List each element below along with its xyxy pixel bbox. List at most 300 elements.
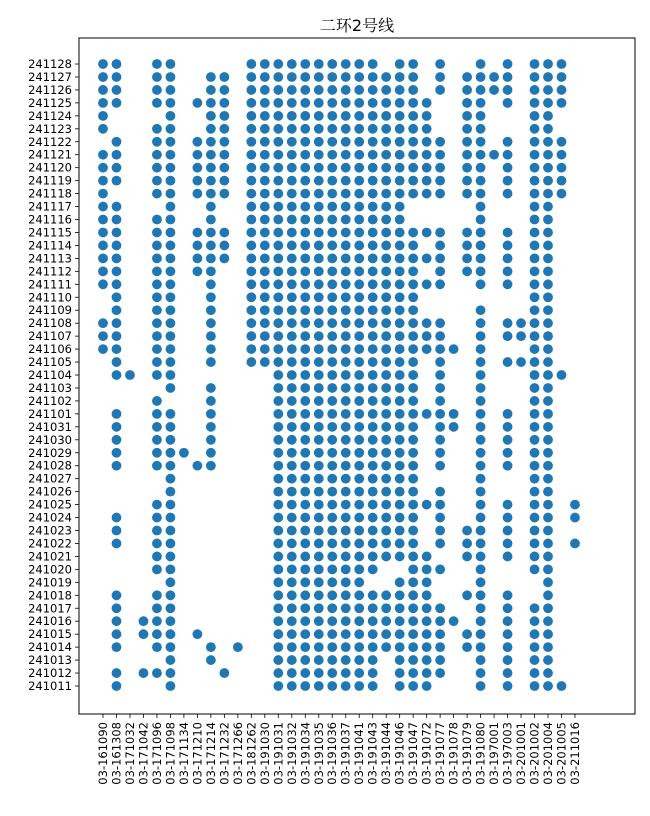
data-point — [152, 331, 162, 341]
data-point — [368, 85, 378, 95]
data-point — [287, 681, 297, 691]
data-point — [327, 202, 337, 212]
data-point — [530, 215, 540, 225]
data-point — [368, 487, 378, 497]
data-point — [300, 422, 310, 432]
data-point — [543, 266, 553, 276]
data-point — [381, 383, 391, 393]
data-point — [341, 422, 351, 432]
data-point — [300, 305, 310, 315]
data-point — [476, 344, 486, 354]
data-point — [395, 500, 405, 510]
data-point — [422, 500, 432, 510]
data-point — [557, 681, 567, 691]
data-point — [543, 526, 553, 536]
data-point — [327, 150, 337, 160]
data-point — [503, 681, 513, 691]
x-tick-label: 03-171134 — [176, 722, 191, 785]
data-point — [300, 500, 310, 510]
data-point — [112, 137, 122, 147]
y-tick-label: 241114 — [28, 238, 72, 253]
data-point — [314, 241, 324, 251]
data-point — [287, 241, 297, 251]
data-point — [287, 668, 297, 678]
data-point — [462, 98, 472, 108]
data-point — [314, 370, 324, 380]
data-point — [422, 642, 432, 652]
data-point — [354, 176, 364, 186]
y-tick-label: 241118 — [28, 186, 72, 201]
data-point — [462, 642, 472, 652]
data-point — [192, 137, 202, 147]
data-point — [273, 539, 283, 549]
data-point — [273, 266, 283, 276]
data-point — [300, 383, 310, 393]
data-point — [462, 111, 472, 121]
data-point — [260, 279, 270, 289]
data-point — [314, 318, 324, 328]
data-point — [219, 228, 229, 238]
data-point — [449, 344, 459, 354]
data-point — [287, 435, 297, 445]
data-point — [192, 253, 202, 263]
data-point — [395, 150, 405, 160]
data-point — [381, 215, 391, 225]
x-tick-label: 03-171214 — [203, 722, 218, 785]
data-point — [287, 215, 297, 225]
data-point — [219, 253, 229, 263]
data-point — [287, 383, 297, 393]
data-point — [341, 448, 351, 458]
data-point — [166, 72, 176, 82]
data-point — [354, 344, 364, 354]
data-point — [476, 202, 486, 212]
data-point — [530, 500, 540, 510]
data-point — [570, 539, 580, 549]
data-point — [516, 331, 526, 341]
x-tick-label: 03-191072 — [419, 722, 434, 785]
data-point — [246, 215, 256, 225]
data-point — [543, 318, 553, 328]
data-point — [530, 681, 540, 691]
data-point — [287, 655, 297, 665]
data-point — [408, 590, 418, 600]
data-point — [206, 266, 216, 276]
data-point — [368, 163, 378, 173]
data-point — [408, 331, 418, 341]
data-point — [341, 681, 351, 691]
data-point — [300, 124, 310, 134]
data-point — [476, 215, 486, 225]
data-point — [543, 72, 553, 82]
data-point — [435, 655, 445, 665]
y-tick-label: 241011 — [28, 679, 72, 693]
data-point — [287, 279, 297, 289]
data-point — [300, 228, 310, 238]
data-point — [166, 668, 176, 678]
data-point — [476, 616, 486, 626]
data-point — [368, 228, 378, 238]
data-point — [435, 539, 445, 549]
data-point — [341, 72, 351, 82]
data-point — [503, 331, 513, 341]
data-point — [462, 72, 472, 82]
data-point — [273, 435, 283, 445]
data-point — [246, 163, 256, 173]
data-point — [260, 137, 270, 147]
data-point — [152, 189, 162, 199]
data-point — [543, 577, 553, 587]
data-point — [408, 357, 418, 367]
data-point — [273, 111, 283, 121]
data-point — [543, 228, 553, 238]
data-point — [152, 513, 162, 523]
data-point — [300, 681, 310, 691]
data-point — [476, 59, 486, 69]
data-point — [341, 253, 351, 263]
data-point — [246, 202, 256, 212]
data-point — [341, 396, 351, 406]
data-point — [368, 241, 378, 251]
data-point — [530, 370, 540, 380]
data-point — [300, 461, 310, 471]
y-tick-label: 241013 — [28, 653, 72, 668]
data-point — [503, 189, 513, 199]
x-tick-label: 03-161090 — [96, 722, 110, 785]
data-point — [287, 448, 297, 458]
data-point — [152, 448, 162, 458]
data-point — [395, 163, 405, 173]
data-point — [314, 85, 324, 95]
data-point — [166, 448, 176, 458]
data-point — [435, 461, 445, 471]
data-point — [219, 72, 229, 82]
data-point — [152, 552, 162, 562]
data-point — [503, 513, 513, 523]
data-point — [503, 668, 513, 678]
data-point — [395, 292, 405, 302]
data-point — [354, 487, 364, 497]
data-point — [530, 292, 540, 302]
x-tick-label: 03-191037 — [338, 722, 353, 785]
y-tick-label: 241117 — [28, 199, 72, 214]
data-point — [368, 72, 378, 82]
data-point — [314, 603, 324, 613]
data-point — [462, 124, 472, 134]
data-point — [327, 448, 337, 458]
data-point — [314, 292, 324, 302]
y-tick-label: 241021 — [28, 549, 72, 564]
data-point — [112, 202, 122, 212]
data-point — [273, 603, 283, 613]
data-point — [530, 564, 540, 574]
data-point — [503, 642, 513, 652]
data-point — [98, 59, 108, 69]
data-point — [435, 629, 445, 639]
y-tick-label: 241015 — [28, 627, 72, 642]
data-point — [543, 590, 553, 600]
data-point — [476, 487, 486, 497]
data-point — [112, 228, 122, 238]
data-point — [166, 513, 176, 523]
data-point — [543, 241, 553, 251]
data-point — [435, 241, 445, 251]
data-point — [314, 228, 324, 238]
data-point — [530, 474, 540, 484]
data-point — [314, 98, 324, 108]
y-tick-label: 241018 — [28, 588, 72, 603]
data-point — [166, 681, 176, 691]
data-point — [327, 539, 337, 549]
data-point — [408, 655, 418, 665]
data-point — [260, 331, 270, 341]
y-tick-label: 241119 — [28, 173, 72, 188]
data-point — [327, 124, 337, 134]
data-point — [287, 163, 297, 173]
data-point — [408, 422, 418, 432]
y-tick-label: 241025 — [28, 497, 72, 512]
data-point — [435, 422, 445, 432]
data-point — [543, 668, 553, 678]
data-point — [98, 344, 108, 354]
data-point — [408, 124, 418, 134]
data-point — [476, 642, 486, 652]
data-point — [314, 137, 324, 147]
data-point — [98, 98, 108, 108]
data-point — [152, 409, 162, 419]
data-point — [408, 448, 418, 458]
data-point — [408, 189, 418, 199]
data-point — [354, 422, 364, 432]
data-point — [354, 616, 364, 626]
data-point — [341, 616, 351, 626]
y-tick-label: 241103 — [28, 380, 72, 395]
data-point — [435, 344, 445, 354]
data-point — [530, 435, 540, 445]
data-point — [166, 655, 176, 665]
data-point — [503, 59, 513, 69]
data-point — [543, 189, 553, 199]
data-point — [462, 526, 472, 536]
data-point — [287, 331, 297, 341]
data-point — [408, 59, 418, 69]
data-point — [112, 59, 122, 69]
data-point — [314, 124, 324, 134]
data-point — [503, 422, 513, 432]
data-point — [503, 279, 513, 289]
data-point — [287, 474, 297, 484]
data-point — [327, 111, 337, 121]
data-point — [381, 111, 391, 121]
data-point — [166, 357, 176, 367]
data-point — [435, 176, 445, 186]
data-point — [341, 266, 351, 276]
data-point — [300, 331, 310, 341]
data-point — [408, 681, 418, 691]
data-point — [300, 241, 310, 251]
data-point — [166, 292, 176, 302]
data-point — [327, 629, 337, 639]
data-point — [395, 603, 405, 613]
y-tick-label: 241109 — [28, 303, 72, 318]
data-point — [354, 500, 364, 510]
data-point — [98, 111, 108, 121]
data-point — [327, 305, 337, 315]
data-point — [219, 189, 229, 199]
data-point — [354, 215, 364, 225]
data-point — [368, 279, 378, 289]
data-point — [408, 318, 418, 328]
data-point — [273, 642, 283, 652]
data-point — [152, 344, 162, 354]
data-point — [314, 59, 324, 69]
data-point — [381, 435, 391, 445]
data-point — [516, 357, 526, 367]
data-point — [206, 357, 216, 367]
data-point — [476, 253, 486, 263]
data-point — [327, 577, 337, 587]
data-point — [435, 228, 445, 238]
data-point — [273, 500, 283, 510]
data-points — [98, 59, 580, 691]
data-point — [354, 357, 364, 367]
data-point — [233, 642, 243, 652]
data-point — [570, 513, 580, 523]
data-point — [192, 241, 202, 251]
data-point — [327, 344, 337, 354]
data-point — [287, 176, 297, 186]
data-point — [314, 202, 324, 212]
y-tick-label: 241128 — [28, 57, 72, 72]
x-tick-label: 03-201005 — [554, 722, 569, 785]
data-point — [246, 150, 256, 160]
data-point — [287, 228, 297, 238]
data-point — [476, 137, 486, 147]
data-point — [152, 603, 162, 613]
data-point — [368, 98, 378, 108]
data-point — [327, 526, 337, 536]
data-point — [368, 370, 378, 380]
data-point — [166, 111, 176, 121]
data-point — [503, 603, 513, 613]
data-point — [314, 72, 324, 82]
data-point — [381, 202, 391, 212]
data-point — [368, 111, 378, 121]
data-point — [166, 461, 176, 471]
data-point — [341, 137, 351, 147]
data-point — [314, 396, 324, 406]
data-point — [476, 98, 486, 108]
data-point — [422, 409, 432, 419]
data-point — [381, 357, 391, 367]
data-point — [408, 305, 418, 315]
data-point — [395, 344, 405, 354]
data-point — [112, 150, 122, 160]
data-point — [395, 253, 405, 263]
data-point — [530, 448, 540, 458]
data-point — [206, 124, 216, 134]
data-point — [476, 331, 486, 341]
data-point — [314, 590, 324, 600]
x-tick-label: 03-197001 — [487, 722, 502, 785]
chart-title: 二环2号线 — [319, 16, 395, 35]
data-point — [98, 266, 108, 276]
data-point — [112, 448, 122, 458]
data-point — [327, 487, 337, 497]
data-point — [395, 189, 405, 199]
data-point — [395, 59, 405, 69]
data-point — [327, 383, 337, 393]
data-point — [435, 279, 445, 289]
y-axis — [28, 57, 79, 693]
data-point — [395, 72, 405, 82]
data-point — [273, 552, 283, 562]
data-point — [246, 266, 256, 276]
data-point — [395, 461, 405, 471]
data-point — [543, 85, 553, 95]
data-point — [530, 59, 540, 69]
data-point — [354, 150, 364, 160]
data-point — [287, 642, 297, 652]
x-tick-label: 03-191030 — [257, 722, 272, 785]
data-point — [152, 72, 162, 82]
data-point — [354, 396, 364, 406]
data-point — [246, 228, 256, 238]
x-tick-label: 03-191047 — [406, 722, 421, 785]
data-point — [543, 603, 553, 613]
data-point — [530, 202, 540, 212]
x-tick-label: 03-191044 — [379, 722, 394, 785]
data-point — [530, 228, 540, 238]
data-point — [98, 202, 108, 212]
data-point — [435, 396, 445, 406]
y-tick-label: 241116 — [28, 212, 72, 227]
data-point — [166, 241, 176, 251]
data-point — [300, 590, 310, 600]
data-point — [435, 513, 445, 523]
data-point — [314, 409, 324, 419]
data-point — [408, 513, 418, 523]
y-tick-label: 241022 — [28, 536, 72, 551]
data-point — [341, 111, 351, 121]
data-point — [543, 253, 553, 263]
y-tick-label: 241104 — [28, 368, 72, 383]
data-point — [273, 241, 283, 251]
data-point — [503, 176, 513, 186]
data-point — [246, 357, 256, 367]
data-point — [408, 85, 418, 95]
data-point — [287, 590, 297, 600]
data-point — [287, 422, 297, 432]
y-tick-label: 241112 — [28, 264, 72, 279]
x-tick-label: 03-191078 — [446, 722, 461, 785]
data-point — [530, 603, 540, 613]
data-point — [435, 564, 445, 574]
data-point — [435, 189, 445, 199]
data-point — [395, 577, 405, 587]
data-point — [327, 331, 337, 341]
data-point — [503, 318, 513, 328]
data-point — [381, 500, 391, 510]
data-point — [368, 422, 378, 432]
data-point — [287, 253, 297, 263]
y-tick-label: 241110 — [28, 290, 72, 305]
data-point — [354, 474, 364, 484]
data-point — [327, 474, 337, 484]
data-point — [395, 681, 405, 691]
data-point — [503, 98, 513, 108]
data-point — [166, 150, 176, 160]
